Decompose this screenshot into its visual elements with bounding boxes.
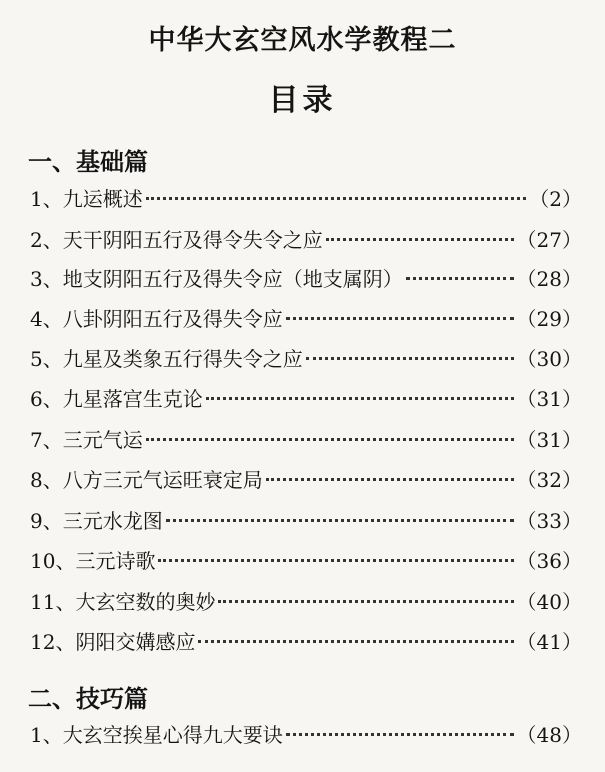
toc-entry [30,224,582,252]
toc-entry-title: 三元水龙图 [62,509,163,533]
toc-entry-number: 7、 [30,428,63,452]
toc-entry-number: 2、 [30,228,63,252]
toc-entry-number: 1、 [30,723,63,747]
toc-entry-title: 八方三元气运旺衰定局 [62,468,263,492]
toc-entry-title: 九星落宫生克论 [62,387,203,411]
toc-entry [30,719,582,747]
leader-dots [218,600,513,603]
toc-entry-page: （27） [516,228,582,252]
toc-entry-number: 6、 [30,387,63,411]
toc-entry-title: 地支阴阳五行及得失令应（地支属阴） [62,267,403,291]
toc-heading: 目录 [268,83,337,118]
toc-entry-title: 大玄空挨星心得九大要诀 [62,723,283,747]
toc-entry [30,626,582,654]
leader-dots [286,733,514,736]
leader-dots [326,238,514,241]
toc-entry [30,263,582,291]
toc-entry [30,383,582,411]
toc-entry-number: 4、 [30,307,63,331]
toc-entry-number: 12、 [30,630,76,654]
toc-entry [30,505,582,533]
leader-dots [286,317,514,320]
toc-entry [30,586,582,614]
toc-entry-title: 大玄空数的奥妙 [75,590,216,614]
toc-entry-title: 三元诗歌 [75,549,156,573]
toc-entry-number: 3、 [30,267,63,291]
toc-entry-title: 八卦阴阳五行及得失令应 [62,307,283,331]
leader-dots [266,478,514,481]
toc-entry [30,545,582,573]
toc-entry-number: 5、 [30,347,63,371]
toc-entry-title: 九星及类象五行得失令之应 [62,347,303,371]
leader-dots [406,277,514,280]
section-heading-basics: 一、基础篇 [28,148,148,176]
toc-entry-page: （2） [529,187,582,211]
toc-entry [30,183,582,211]
leader-dots [206,397,514,400]
leader-dots [158,559,513,562]
toc-entry [30,424,582,452]
leader-dots [306,357,514,360]
toc-entry-page: （40） [516,590,582,614]
toc-entry-page: （31） [516,387,582,411]
toc-entry-page: （28） [516,267,582,291]
document-title: 中华大玄空风水学教程二 [148,25,457,56]
toc-entry [30,464,582,492]
toc-entry-page: （31） [516,428,582,452]
toc-entry-number: 10、 [30,549,76,573]
toc-entry [30,303,582,331]
toc-entry-number: 8、 [30,468,63,492]
toc-entry-page: （48） [516,723,582,747]
leader-dots [198,640,513,643]
toc-entry-page: （33） [516,509,582,533]
toc-entry-page: （36） [516,549,582,573]
toc-entry-number: 11、 [30,590,76,614]
leader-dots [146,438,514,441]
leader-dots [166,519,514,522]
toc-entry-title: 天干阴阳五行及得令失令之应 [62,228,323,252]
toc-entry-title: 阴阳交媾感应 [75,630,196,654]
section-heading-techniques: 二、技巧篇 [28,685,148,713]
toc-entry-page: （41） [516,630,582,654]
toc-entry-title: 三元气运 [62,428,143,452]
leader-dots [146,197,527,200]
toc-entry-page: （30） [516,347,582,371]
toc-entry-title: 九运概述 [62,187,143,211]
toc-entry [30,343,582,371]
toc-entry-number: 1、 [30,187,63,211]
toc-entry-page: （32） [516,468,582,492]
toc-entry-number: 9、 [30,509,63,533]
toc-entry-page: （29） [516,307,582,331]
